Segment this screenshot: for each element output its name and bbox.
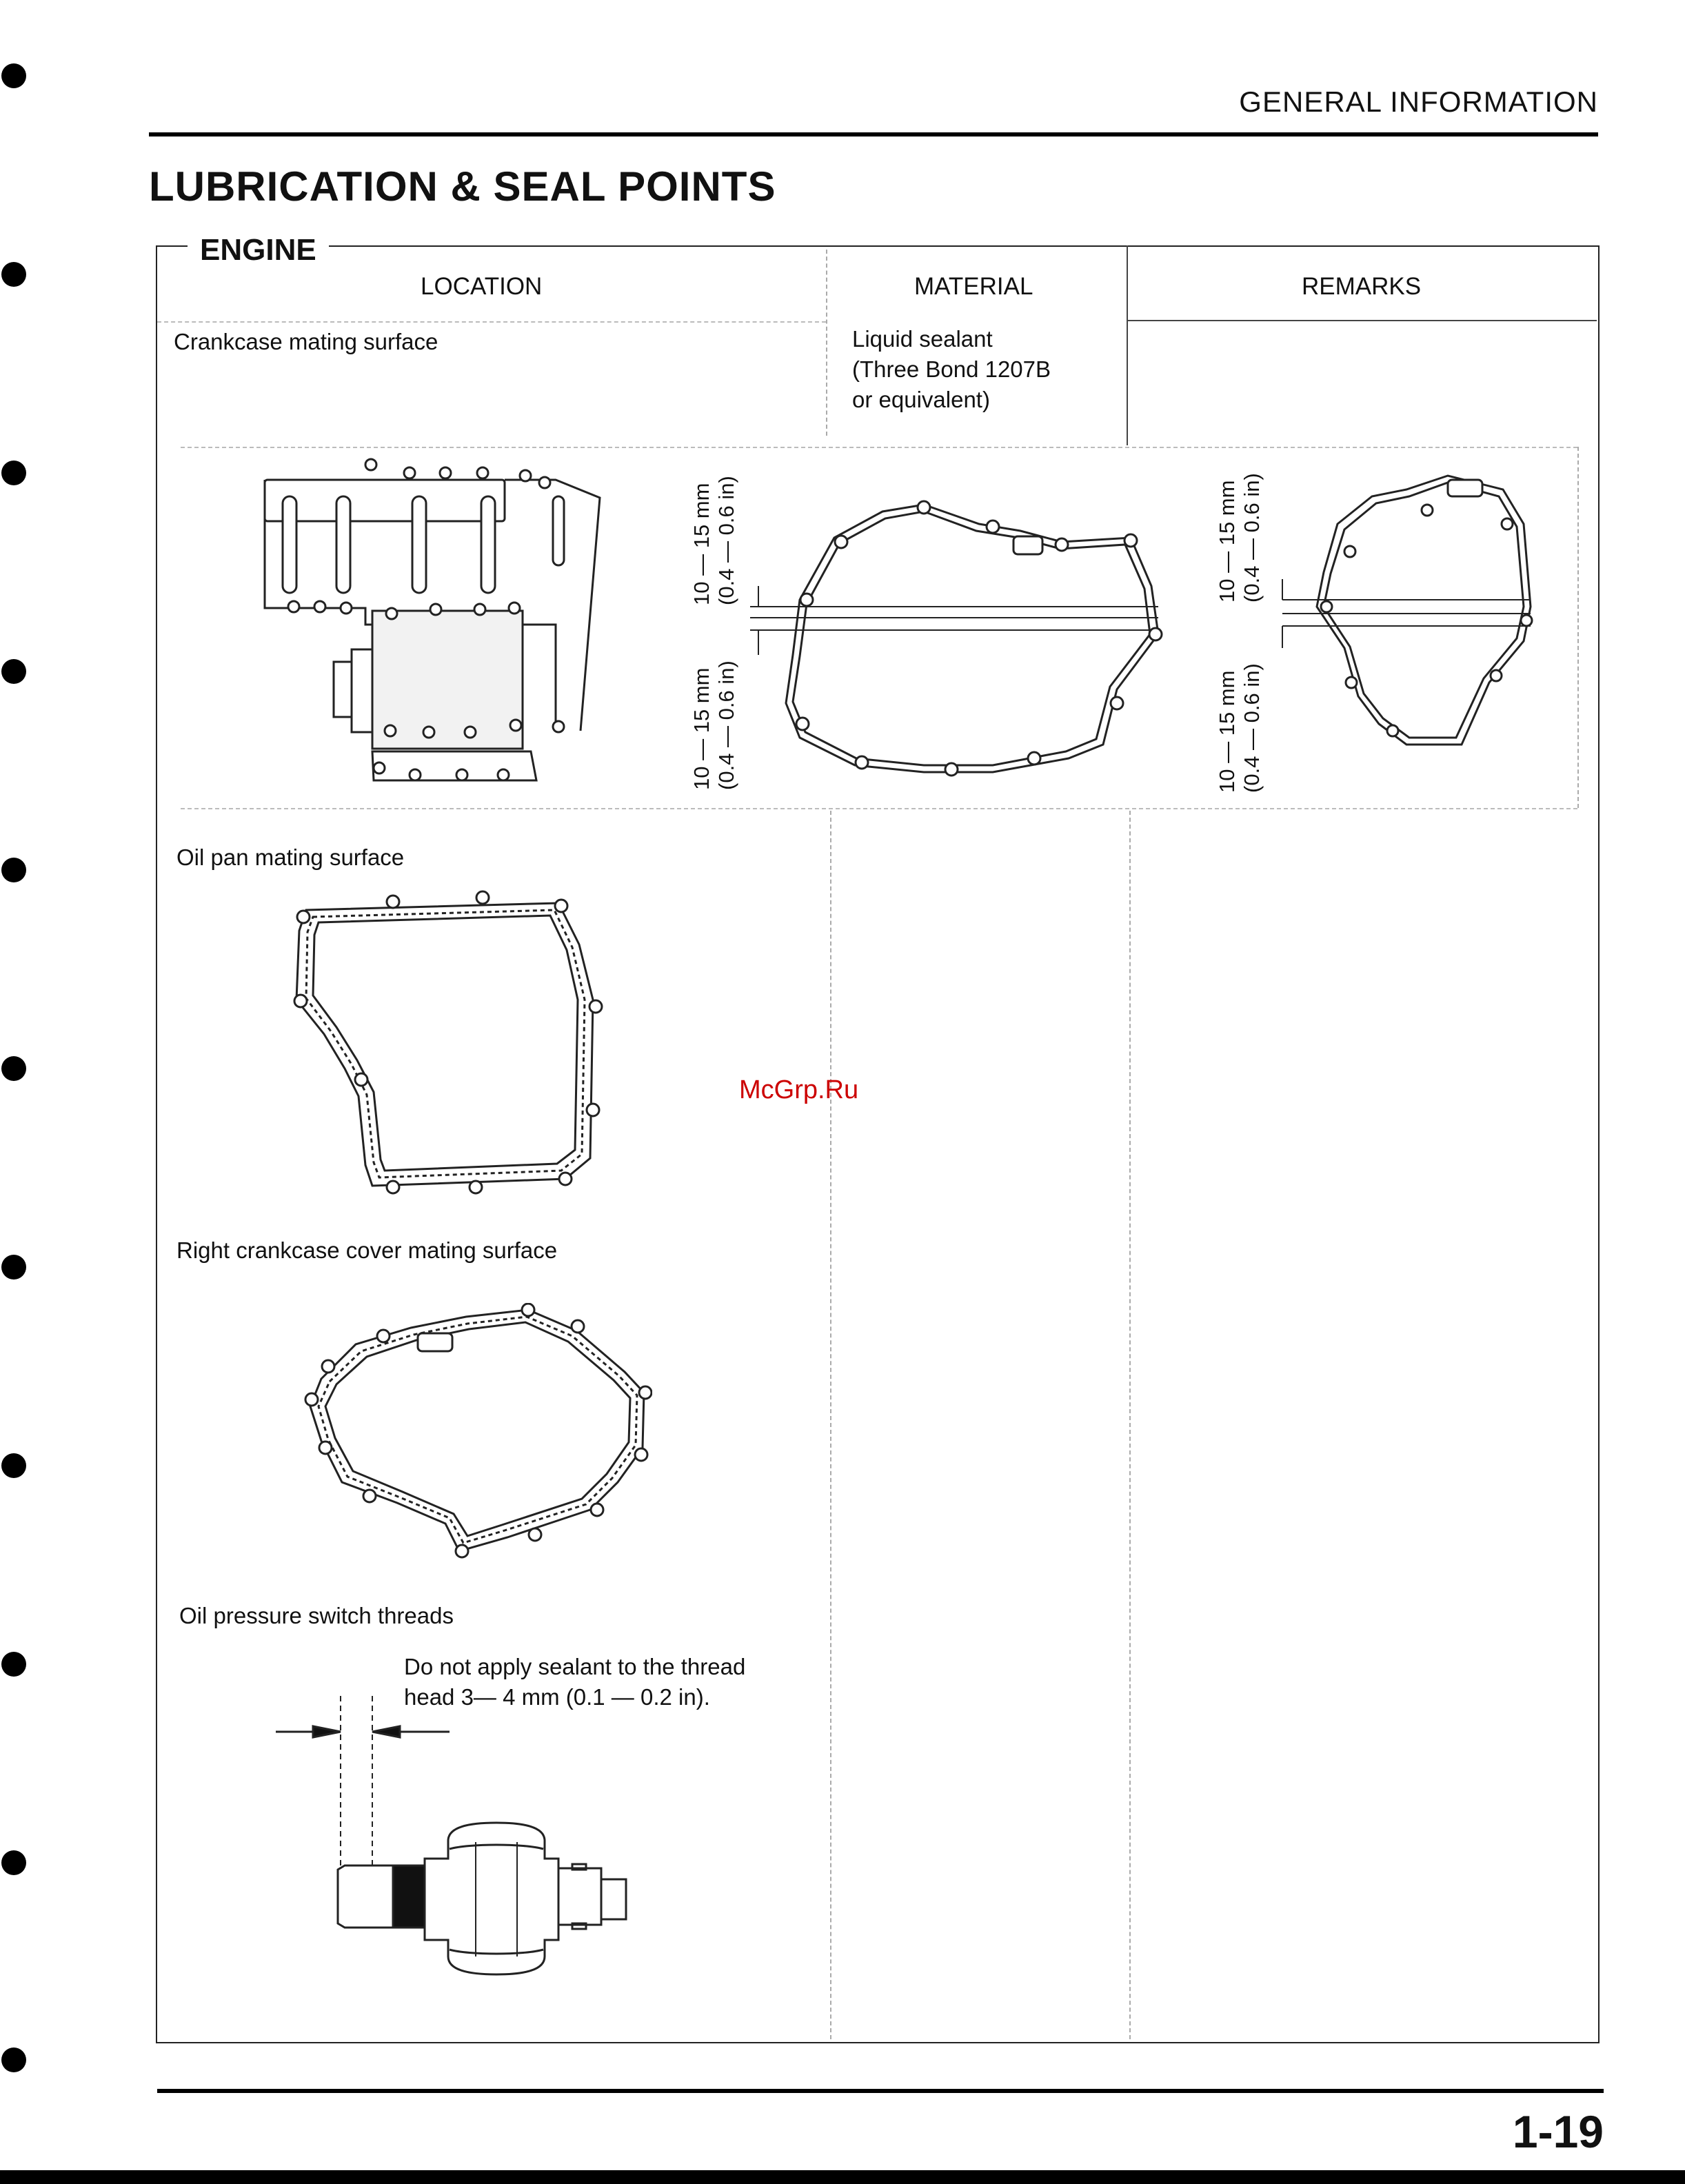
column-divider bbox=[1127, 245, 1128, 445]
binder-hole bbox=[1, 858, 26, 882]
oil-pressure-switch-diagram bbox=[269, 1689, 683, 2034]
dimension-line1: 10 — 15 mm bbox=[689, 483, 714, 605]
binder-hole bbox=[1, 1255, 26, 1280]
location-oil-pan-mating-surface: Oil pan mating surface bbox=[176, 845, 405, 870]
column-divider bbox=[1129, 811, 1131, 2039]
diagram-area-bottom bbox=[181, 808, 1577, 809]
dimension-line1: 10 — 15 mm bbox=[1215, 670, 1239, 793]
dimension-label-lower bbox=[1215, 663, 1264, 793]
right-crankcase-cover-diagram bbox=[301, 1303, 652, 1565]
running-header: GENERAL INFORMATION bbox=[1239, 85, 1598, 118]
dimension-line2: (0.4 — 0.6 in) bbox=[1240, 473, 1264, 603]
diagram-area-right bbox=[1577, 447, 1579, 808]
column-divider bbox=[830, 811, 831, 2039]
watermark: McGrp.Ru bbox=[739, 1075, 859, 1104]
binder-hole bbox=[1, 1652, 26, 1677]
dimension-label-lower bbox=[689, 660, 739, 790]
column-divider bbox=[826, 250, 827, 436]
generator-cover-section-diagram bbox=[1269, 469, 1544, 758]
binder-hole bbox=[1, 63, 26, 88]
column-header-location: LOCATION bbox=[421, 273, 543, 300]
binder-hole bbox=[1, 461, 26, 485]
scan-edge-bar bbox=[0, 2170, 1685, 2184]
note-line: head 3— 4 mm (0.1 — 0.2 in). bbox=[404, 1684, 710, 1710]
diagram-area-top bbox=[181, 447, 1577, 448]
material-line: Liquid sealant bbox=[852, 326, 993, 352]
oil-pan-diagram bbox=[283, 889, 607, 1206]
header-divider bbox=[157, 321, 826, 323]
location-crankcase-mating-surface: Crankcase mating surface bbox=[174, 329, 438, 354]
binder-hole bbox=[1, 262, 26, 287]
binder-hole bbox=[1, 1850, 26, 1875]
location-oil-pressure-switch-threads: Oil pressure switch threads bbox=[179, 1603, 454, 1628]
crankcase-diagram bbox=[255, 455, 614, 786]
crankcase-cover-section-diagram bbox=[745, 496, 1172, 786]
note-line: Do not apply sealant to the thread bbox=[404, 1654, 746, 1679]
footer-rule bbox=[157, 2089, 1604, 2093]
dimension-line1: 10 — 15 mm bbox=[1215, 480, 1239, 603]
binder-hole bbox=[1, 1453, 26, 1478]
dimension-label-upper bbox=[1215, 473, 1264, 603]
column-header-material: MATERIAL bbox=[914, 273, 1033, 300]
binder-hole bbox=[1, 659, 26, 684]
binder-hole bbox=[1, 2048, 26, 2072]
dimension-line2: (0.4 — 0.6 in) bbox=[1240, 663, 1264, 793]
dimension-line1: 10 — 15 mm bbox=[689, 667, 714, 790]
location-right-crankcase-cover-mating-surface: Right crankcase cover mating surface bbox=[176, 1237, 558, 1263]
section-label: ENGINE bbox=[188, 233, 329, 267]
page-number: 1-19 bbox=[1512, 2106, 1604, 2157]
dimension-line2: (0.4 — 0.6 in) bbox=[714, 476, 738, 605]
header-divider bbox=[1128, 320, 1597, 321]
dimension-label-upper bbox=[689, 476, 739, 605]
material-line: (Three Bond 1207B bbox=[852, 356, 1051, 382]
column-header-remarks: REMARKS bbox=[1302, 273, 1422, 300]
dimension-line2: (0.4 — 0.6 in) bbox=[714, 660, 738, 790]
material-line: or equivalent) bbox=[852, 387, 990, 412]
page-title: LUBRICATION & SEAL POINTS bbox=[149, 163, 776, 210]
binder-hole bbox=[1, 1056, 26, 1081]
header-rule bbox=[149, 132, 1598, 136]
